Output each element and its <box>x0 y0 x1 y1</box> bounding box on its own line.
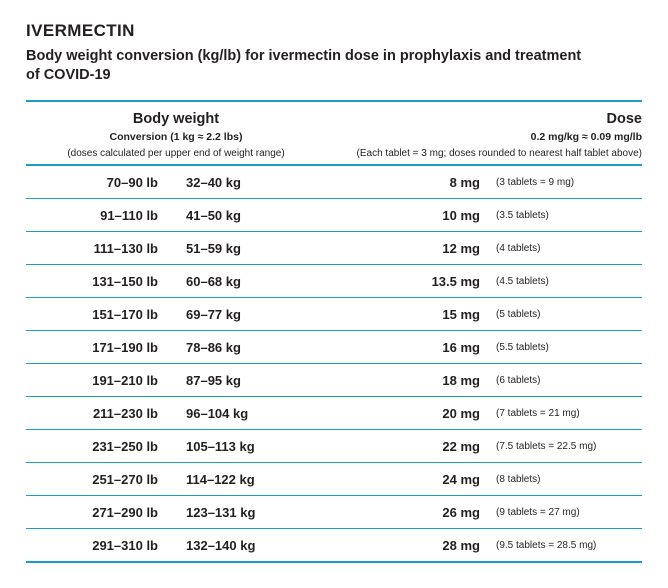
cell-dose: 12 mg <box>442 241 480 257</box>
cell-weight-kg: 105–113 kg <box>186 439 255 455</box>
table-header-main-row <box>26 102 642 129</box>
cell-weight-kg: 69–77 kg <box>186 307 241 323</box>
cell-tablet-note: (5.5 tablets) <box>496 341 549 353</box>
cell-tablet-note: (9 tablets = 27 mg) <box>496 506 580 518</box>
cell-dose: 13.5 mg <box>431 274 480 290</box>
cell-weight-lb: 291–310 lb <box>92 538 158 554</box>
cell-tablet-note: (4.5 tablets) <box>496 275 549 287</box>
cell-tablet-note: (7 tablets = 21 mg) <box>496 407 580 419</box>
header-dose-note: (Each tablet = 3 mg; doses rounded to nearest half tablet above) <box>356 147 642 159</box>
cell-weight-kg: 87–95 kg <box>186 373 241 389</box>
table-row <box>26 331 642 364</box>
cell-weight-lb: 151–170 lb <box>92 307 158 323</box>
cell-dose: 18 mg <box>442 373 480 389</box>
cell-dose: 20 mg <box>442 406 480 422</box>
cell-weight-lb: 131–150 lb <box>92 274 158 290</box>
cell-weight-lb: 251–270 lb <box>92 472 158 488</box>
cell-dose: 24 mg <box>442 472 480 488</box>
cell-weight-lb: 111–130 lb <box>93 241 158 257</box>
cell-weight-lb: 271–290 lb <box>92 505 158 521</box>
cell-tablet-note: (9.5 tablets = 28.5 mg) <box>496 539 597 551</box>
cell-tablet-note: (7.5 tablets = 22.5 mg) <box>496 440 597 452</box>
cell-weight-kg: 41–50 kg <box>186 208 241 224</box>
table-row <box>26 430 642 463</box>
cell-weight-kg: 123–131 kg <box>186 505 256 521</box>
cell-weight-kg: 78–86 kg <box>186 340 241 356</box>
cell-dose: 10 mg <box>442 208 480 224</box>
cell-weight-lb: 191–210 lb <box>92 373 158 389</box>
cell-tablet-note: (3 tablets = 9 mg) <box>496 176 575 188</box>
cell-dose: 16 mg <box>442 340 480 356</box>
cell-dose: 15 mg <box>442 307 480 323</box>
cell-weight-kg: 114–122 kg <box>186 472 255 488</box>
page-title: IVERMECTIN <box>26 21 135 40</box>
header-dose-rate: 0.2 mg/kg ≈ 0.09 mg/lb <box>530 130 642 143</box>
cell-dose: 28 mg <box>442 538 480 554</box>
cell-dose: 22 mg <box>442 439 480 455</box>
cell-weight-kg: 132–140 kg <box>186 538 256 554</box>
table-row <box>26 199 642 232</box>
table-row <box>26 496 642 529</box>
header-dose: Dose <box>606 110 642 127</box>
header-body-weight: Body weight <box>132 110 220 127</box>
cell-weight-lb: 91–110 lb <box>100 208 158 224</box>
cell-tablet-note: (3.5 tablets) <box>496 209 549 221</box>
table-row <box>26 232 642 265</box>
table-row <box>26 397 642 430</box>
table-rule-bottom <box>26 562 642 563</box>
conversion-table <box>26 100 642 564</box>
cell-dose: 26 mg <box>442 505 480 521</box>
table-row <box>26 265 642 298</box>
table-header-sub1-row <box>26 129 642 143</box>
cell-weight-lb: 231–250 lb <box>92 439 158 455</box>
cell-weight-lb: 171–190 lb <box>92 340 158 356</box>
cell-dose: 8 mg <box>449 175 480 191</box>
cell-weight-lb: 70–90 lb <box>106 175 158 191</box>
cell-weight-kg: 96–104 kg <box>186 406 249 422</box>
table-row <box>26 298 642 331</box>
cell-weight-kg: 60–68 kg <box>186 274 241 290</box>
cell-weight-kg: 32–40 kg <box>186 175 241 191</box>
cell-tablet-note: (8 tablets) <box>496 473 541 485</box>
cell-tablet-note: (4 tablets) <box>496 242 541 254</box>
cell-tablet-note: (5 tablets) <box>496 308 541 320</box>
title-block <box>26 22 642 86</box>
cell-weight-lb: 211–230 lb <box>92 406 158 422</box>
header-body-weight-conversion: Conversion (1 kg ≈ 2.2 lbs) <box>109 130 243 143</box>
table-row <box>26 166 642 199</box>
cell-tablet-note: (6 tablets) <box>496 374 541 386</box>
table-row <box>26 463 642 496</box>
table-row <box>26 529 642 562</box>
header-body-weight-note: (doses calculated per upper end of weight range) <box>67 147 285 159</box>
table-row <box>26 364 642 397</box>
cell-weight-kg: 51–59 kg <box>186 241 241 257</box>
table-header-sub2-row <box>26 143 642 163</box>
page-subtitle: Body weight conversion (kg/lb) for ivermectin dose in prophylaxis and treatment of COVID-19 <box>26 47 582 84</box>
